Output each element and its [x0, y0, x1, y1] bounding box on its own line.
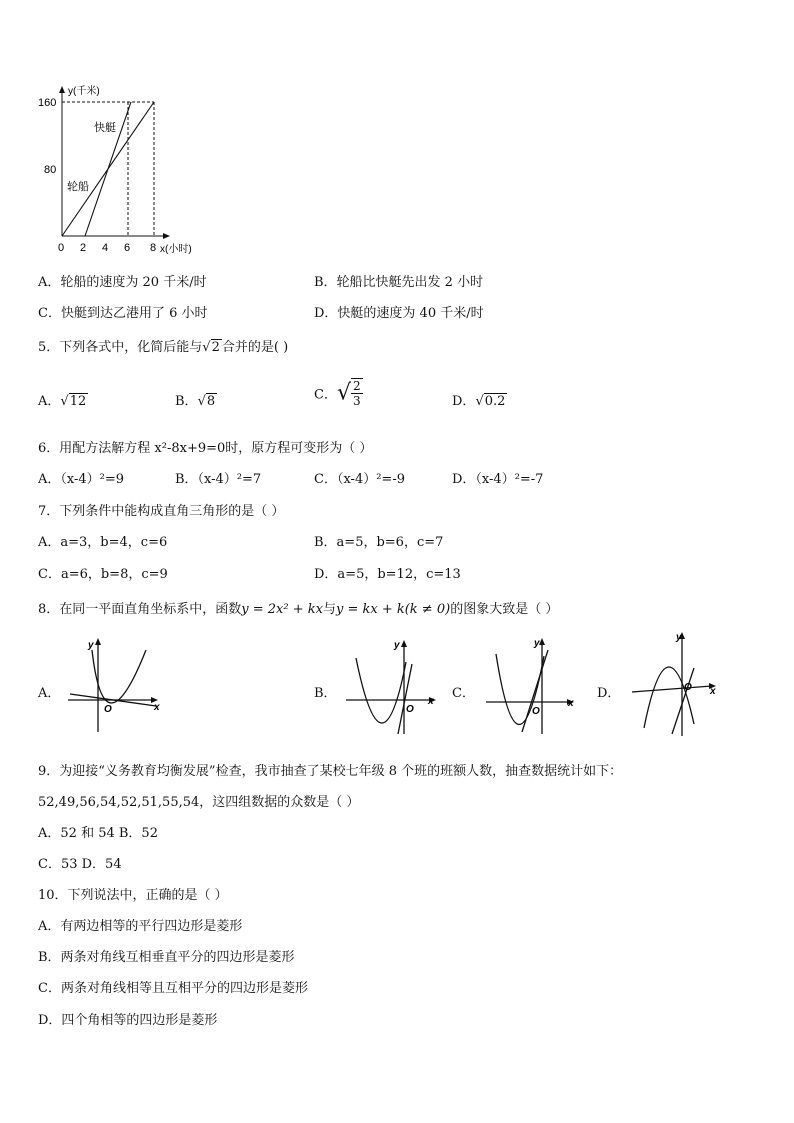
q6-option-d: D．（x-4）²=-7	[452, 472, 544, 487]
x-tick-8: 8	[150, 242, 157, 254]
svg-text:y: y	[394, 640, 400, 651]
y-axis-arrow	[59, 86, 65, 93]
q5-option-b: B．√8	[175, 394, 216, 409]
svg-text:x: x	[428, 696, 434, 707]
y-tick-80: 80	[44, 164, 57, 176]
q8-graph-a	[62, 636, 164, 736]
q9-options-ab: A．52 和 54 B．52	[38, 826, 158, 841]
q9-stem: 9．为迎接“义务教育均衡发展”检查，我市抽查了某校七年级 8 个班的班额人数，抽查数据统计如下：	[38, 764, 623, 779]
x-axis-arrow	[163, 233, 170, 239]
q8-stem: 8．在同一平面直角坐标系中，函数y = 2x² + kx与y = kx + k(k ≠ 0)的图象大致是（ ）	[38, 602, 559, 617]
q7-option-b: B．a=5，b=6，c=7	[314, 535, 444, 550]
q8-label-d: D．	[597, 686, 621, 701]
q8-graph-c	[482, 634, 582, 738]
x-tick-6: 6	[124, 242, 131, 254]
q10-stem: 10．下列说法中，正确的是（ ）	[38, 888, 228, 903]
q9-data-line: 52,49,56,54,52,51,55,54，这四组数据的众数是（ ）	[38, 795, 360, 810]
svg-text:y: y	[534, 638, 540, 649]
svg-text:y: y	[676, 632, 682, 643]
svg-text:x: x	[710, 686, 716, 697]
distance-time-chart	[36, 80, 226, 258]
q6-option-a: A．（x-4）²=9	[38, 472, 125, 487]
q7-option-a: A．a=3，b=4，c=6	[38, 535, 168, 550]
x-tick-4: 4	[102, 242, 109, 254]
q5-option-c: C．√ $\frac{2}{3}$	[314, 379, 361, 408]
q10-option-d: D．四个角相等的四边形是菱形	[38, 1013, 218, 1028]
q9-options-cd: C．53 D．54	[38, 857, 122, 872]
y-axis-label: y(千米)	[68, 86, 100, 97]
x-tick-0: 0	[58, 242, 65, 254]
q4-option-b: B．轮船比快艇先出发 2 小时	[314, 275, 484, 290]
y-tick-160: 160	[38, 97, 57, 109]
svg-text:x: x	[568, 698, 574, 709]
q4-option-d: D．快艇的速度为 40 千米/时	[314, 306, 484, 321]
series-label-speedboat: 快艇	[94, 122, 116, 134]
q6-option-c: C．（x-4）²=-9	[314, 472, 405, 487]
q7-option-d: D．a=5，b=12，c=13	[314, 567, 461, 582]
function-linear: y = kx + k(k ≠ 0)	[335, 602, 451, 617]
q7-option-c: C．a=6，b=8，c=9	[38, 567, 168, 582]
svg-text:O: O	[104, 704, 112, 715]
q8-graph-b	[342, 636, 442, 736]
q4-option-a: A．轮船的速度为 20 千米/时	[38, 275, 207, 290]
sqrt-2: √2	[202, 340, 220, 355]
function-quadratic: y = 2x² + kx	[241, 602, 323, 617]
q4-option-c: C．快艇到达乙港用了 6 小时	[38, 306, 208, 321]
q10-option-c: C．两条对角线相等且互相平分的四边形是菱形	[38, 981, 308, 996]
q6-option-b: B．（x-4）²=7	[175, 472, 262, 487]
svg-text:O: O	[406, 704, 414, 715]
svg-text:y: y	[88, 640, 94, 651]
q8-label-b: B．	[314, 686, 337, 701]
q6-stem: 6．用配方法解方程 x²-8x+9=0时，原方程可变形为（ ）	[38, 441, 373, 456]
q5-stem: 5．下列各式中，化简后能与√2 合并的是( )	[38, 340, 289, 355]
x-tick-2: 2	[80, 242, 87, 254]
x-axis-label: x(小时)	[160, 244, 192, 255]
svg-text:x: x	[154, 702, 160, 713]
q8-label-c: C．	[452, 686, 475, 701]
q7-stem: 7．下列条件中能构成直角三角形的是（ ）	[38, 504, 285, 519]
q10-option-a: A．有两边相等的平行四边形是菱形	[38, 919, 243, 934]
q10-option-b: B．两条对角线互相垂直平分的四边形是菱形	[38, 950, 295, 965]
q5-option-a: A．√12	[38, 394, 87, 409]
q8-label-a: A．	[38, 686, 61, 701]
series-label-ship: 轮船	[67, 181, 89, 193]
svg-text:O: O	[532, 706, 540, 717]
q8-graph-d	[628, 628, 728, 740]
svg-text:O: O	[684, 682, 692, 693]
q5-option-d: D．√0.2	[452, 394, 506, 409]
